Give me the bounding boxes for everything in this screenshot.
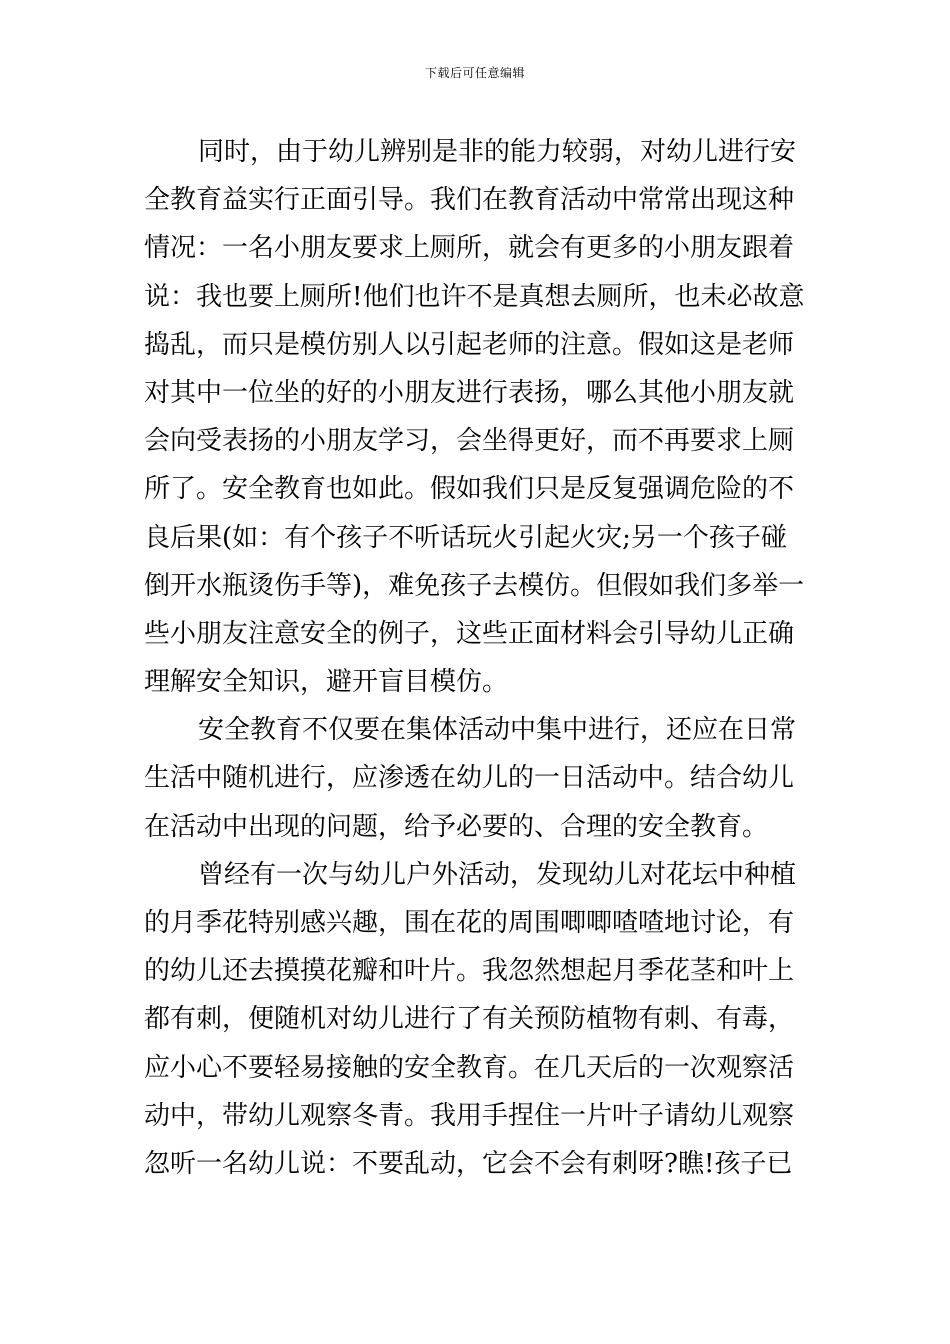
text-line: 的幼儿还去摸摸花瓣和叶片。我忽然想起月季花茎和叶上 xyxy=(144,956,795,987)
page-header: 下载后可任意编辑 xyxy=(424,66,525,80)
text-line: 应小心不要轻易接触的安全教育。在几天后的一次观察活 xyxy=(144,1052,795,1083)
text-line: 忽听一名幼儿说：不要乱动，它会不会有刺呀?瞧!孩子已 xyxy=(144,1148,793,1179)
paragraph xyxy=(144,706,808,851)
text-line: 会向受表扬的小朋友学习，会坐得更好，而不再要求上厕 xyxy=(144,426,795,457)
text-line: 同时，由于幼儿辨别是非的能力较弱，对幼儿进行安 xyxy=(198,137,797,167)
text-line: 在活动中出现的问题，给予必要的、合理的安全教育。 xyxy=(144,811,769,842)
paragraph xyxy=(144,851,808,1188)
paragraph xyxy=(144,128,808,706)
text-line: 理解安全知识，避开盲目模仿。 xyxy=(144,667,509,698)
text-line: 生活中随机进行，应渗透在幼儿的一日活动中。结合幼儿 xyxy=(144,763,795,794)
text-line: 所了。安全教育也如此。假如我们只是反复强调危险的不 xyxy=(144,474,795,505)
text-line: 捣乱，而只是模仿别人以引起老师的注意。假如这是老师 xyxy=(144,329,795,360)
text-line: 倒开水瓶烫伤手等)，难免孩子去模仿。但假如我们多举一 xyxy=(144,570,805,601)
text-line: 情况：一名小朋友要求上厕所，就会有更多的小朋友跟着 xyxy=(144,233,795,264)
text-line: 动中，带幼儿观察冬青。我用手捏住一片叶子请幼儿观察 xyxy=(144,1100,795,1131)
text-line: 良后果(如：有个孩子不听话玩火引起火灾;另一个孩子碰 xyxy=(144,522,787,553)
text-line: 全教育益实行正面引导。我们在教育活动中常常出现这种 xyxy=(144,185,795,216)
text-line: 的月季花特别感兴趣，围在花的周围唧唧喳喳地讨论，有 xyxy=(144,908,795,938)
text-line: 曾经有一次与幼儿户外活动，发现幼儿对花坛中种植 xyxy=(198,859,797,890)
body-text xyxy=(144,128,808,1188)
text-line: 对其中一位坐的好的小朋友进行表扬，哪么其他小朋友就 xyxy=(144,377,795,408)
text-line: 安全教育不仅要在集体活动中集中进行，还应在日常 xyxy=(198,715,797,746)
text-line: 些小朋友注意安全的例子，这些正面材料会引导幼儿正确 xyxy=(144,618,795,649)
text-line: 都有刺，便随机对幼儿进行了有关预防植物有刺、有毒， xyxy=(144,1004,795,1035)
text-line: 说：我也要上厕所!他们也许不是真想去厕所，也未必故意 xyxy=(144,281,805,312)
